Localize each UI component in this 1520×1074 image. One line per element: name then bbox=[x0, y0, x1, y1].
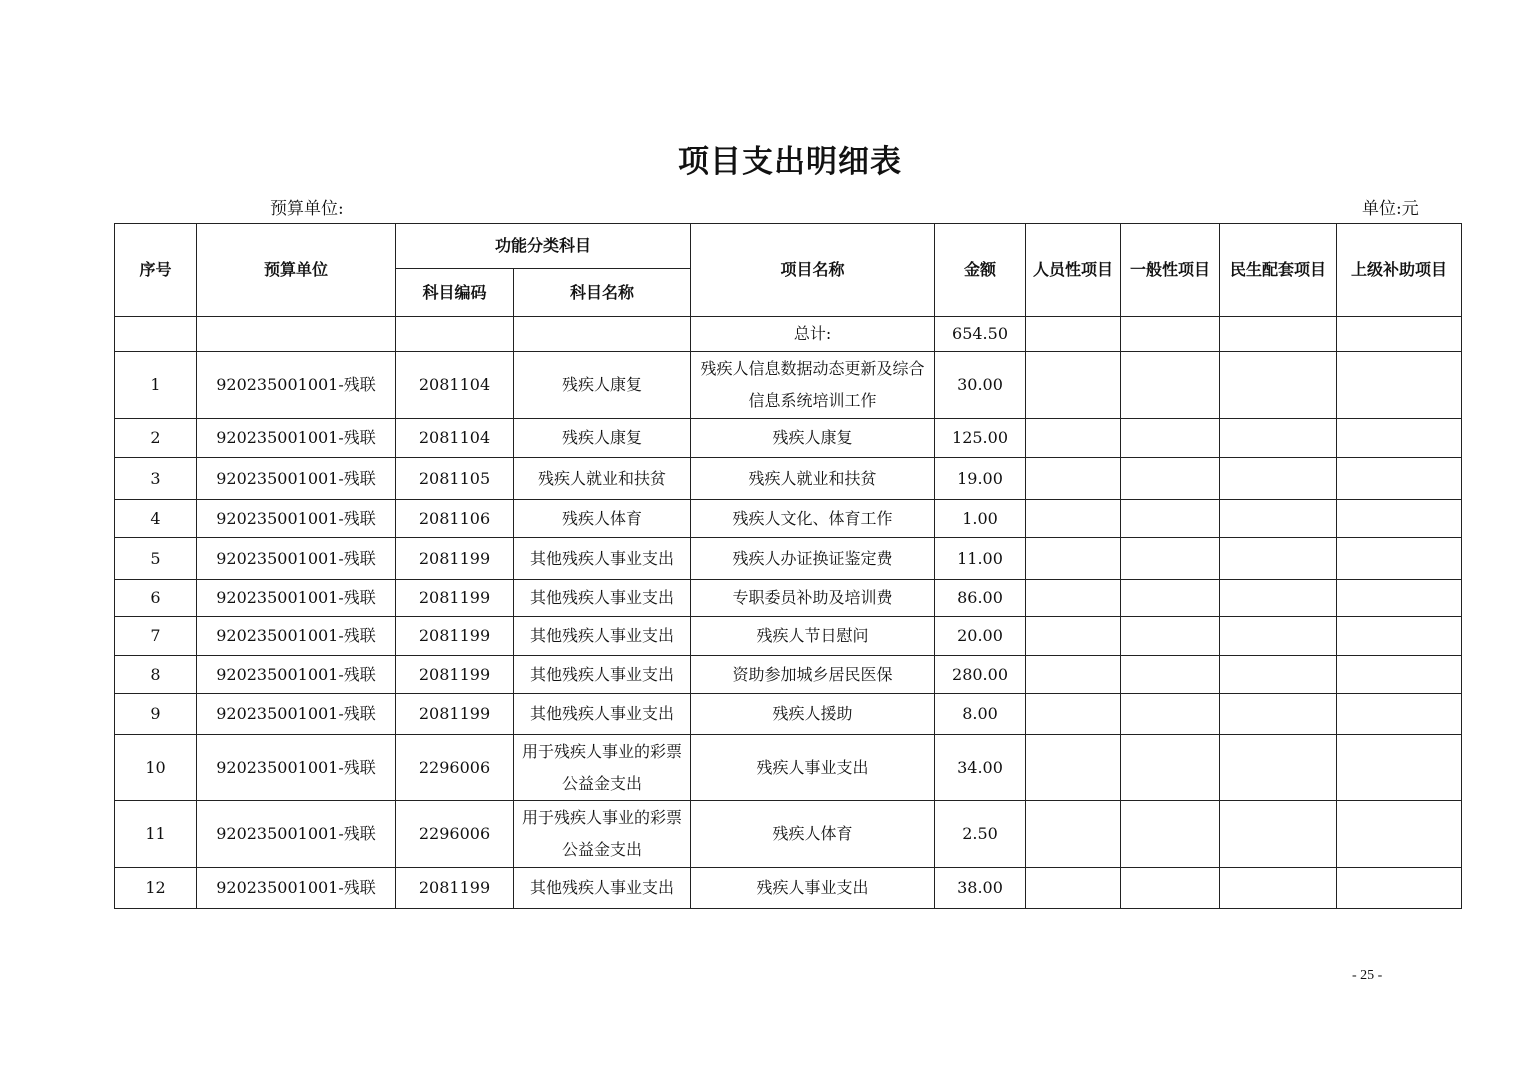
cell-code: 2081106 bbox=[396, 500, 514, 538]
table-row bbox=[115, 694, 1462, 735]
cell-seq: 12 bbox=[115, 868, 197, 909]
table-row bbox=[115, 458, 1462, 500]
table-row bbox=[115, 656, 1462, 694]
total-amount: 654.50 bbox=[935, 317, 1026, 352]
table-row bbox=[115, 735, 1462, 801]
cell-unit: 920235001001-残联 bbox=[197, 694, 396, 735]
cell-unit: 920235001001-残联 bbox=[197, 352, 396, 419]
cell-seq: 9 bbox=[115, 694, 197, 735]
cell-seq: 1 bbox=[115, 352, 197, 419]
cell-seq: 2 bbox=[115, 419, 197, 458]
table-row bbox=[115, 617, 1462, 656]
cell-unit: 920235001001-残联 bbox=[197, 580, 396, 617]
cell-seq: 10 bbox=[115, 735, 197, 801]
header-func-group: 功能分类科目 bbox=[396, 224, 691, 269]
cell-unit: 920235001001-残联 bbox=[197, 458, 396, 500]
total-row bbox=[115, 317, 1462, 352]
cell-project: 残疾人援助 bbox=[691, 694, 935, 735]
cell-project: 残疾人信息数据动态更新及综合信息系统培训工作 bbox=[691, 352, 935, 419]
cell-code: 2081199 bbox=[396, 538, 514, 580]
cell-unit: 920235001001-残联 bbox=[197, 656, 396, 694]
cell-project: 资助参加城乡居民医保 bbox=[691, 656, 935, 694]
header-amount: 金额 bbox=[935, 224, 1026, 317]
header-project: 项目名称 bbox=[691, 224, 935, 317]
cell-subject: 残疾人康复 bbox=[514, 419, 691, 458]
header-superior: 上级补助项目 bbox=[1337, 224, 1462, 317]
cell-amount: 30.00 bbox=[935, 352, 1026, 419]
cell-unit: 920235001001-残联 bbox=[197, 735, 396, 801]
cell-seq: 11 bbox=[115, 801, 197, 868]
cell-code: 2081104 bbox=[396, 352, 514, 419]
cell-amount: 38.00 bbox=[935, 868, 1026, 909]
page-number: - 25 - bbox=[1352, 968, 1383, 983]
header-code: 科目编码 bbox=[396, 269, 514, 317]
cell-amount: 11.00 bbox=[935, 538, 1026, 580]
cell-amount: 280.00 bbox=[935, 656, 1026, 694]
cell-subject: 其他残疾人事业支出 bbox=[514, 580, 691, 617]
cell-amount: 19.00 bbox=[935, 458, 1026, 500]
total-label: 总计: bbox=[691, 317, 935, 352]
cell-subject: 其他残疾人事业支出 bbox=[514, 694, 691, 735]
cell-project: 专职委员补助及培训费 bbox=[691, 580, 935, 617]
cell-unit: 920235001001-残联 bbox=[197, 538, 396, 580]
page-title: 项目支出明细表 bbox=[678, 144, 902, 180]
cell-code: 2296006 bbox=[396, 735, 514, 801]
table-row bbox=[115, 801, 1462, 868]
cell-unit: 920235001001-残联 bbox=[197, 801, 396, 868]
cell-project: 残疾人节日慰问 bbox=[691, 617, 935, 656]
cell-subject: 残疾人就业和扶贫 bbox=[514, 458, 691, 500]
cell-project: 残疾人事业支出 bbox=[691, 868, 935, 909]
cell-project: 残疾人体育 bbox=[691, 801, 935, 868]
cell-unit: 920235001001-残联 bbox=[197, 419, 396, 458]
cell-seq: 4 bbox=[115, 500, 197, 538]
header-livelihood: 民生配套项目 bbox=[1220, 224, 1337, 317]
header-seq: 序号 bbox=[115, 224, 197, 317]
cell-project: 残疾人办证换证鉴定费 bbox=[691, 538, 935, 580]
table-row bbox=[115, 352, 1462, 419]
cell-unit: 920235001001-残联 bbox=[197, 500, 396, 538]
cell-seq: 3 bbox=[115, 458, 197, 500]
expense-table bbox=[114, 223, 1462, 909]
header-subject: 科目名称 bbox=[514, 269, 691, 317]
cell-seq: 8 bbox=[115, 656, 197, 694]
cell-project: 残疾人康复 bbox=[691, 419, 935, 458]
cell-subject: 其他残疾人事业支出 bbox=[514, 656, 691, 694]
cell-seq: 6 bbox=[115, 580, 197, 617]
cell-amount: 125.00 bbox=[935, 419, 1026, 458]
cell-seq: 5 bbox=[115, 538, 197, 580]
budget-unit-label: 预算单位: bbox=[270, 199, 344, 219]
cell-project: 残疾人就业和扶贫 bbox=[691, 458, 935, 500]
cell-subject: 其他残疾人事业支出 bbox=[514, 868, 691, 909]
cell-subject: 用于残疾人事业的彩票公益金支出 bbox=[514, 801, 691, 868]
cell-subject: 其他残疾人事业支出 bbox=[514, 538, 691, 580]
cell-seq: 7 bbox=[115, 617, 197, 656]
header-general: 一般性项目 bbox=[1121, 224, 1220, 317]
cell-amount: 2.50 bbox=[935, 801, 1026, 868]
cell-code: 2081199 bbox=[396, 617, 514, 656]
header-personnel: 人员性项目 bbox=[1026, 224, 1121, 317]
cell-unit: 920235001001-残联 bbox=[197, 617, 396, 656]
cell-code: 2081199 bbox=[396, 580, 514, 617]
table-row bbox=[115, 580, 1462, 617]
cell-subject: 用于残疾人事业的彩票公益金支出 bbox=[514, 735, 691, 801]
cell-code: 2081105 bbox=[396, 458, 514, 500]
cell-subject: 残疾人康复 bbox=[514, 352, 691, 419]
table-row bbox=[115, 419, 1462, 458]
table-row bbox=[115, 538, 1462, 580]
cell-amount: 20.00 bbox=[935, 617, 1026, 656]
cell-amount: 1.00 bbox=[935, 500, 1026, 538]
cell-amount: 8.00 bbox=[935, 694, 1026, 735]
cell-subject: 其他残疾人事业支出 bbox=[514, 617, 691, 656]
cell-subject: 残疾人体育 bbox=[514, 500, 691, 538]
unit-label: 单位:元 bbox=[1362, 199, 1419, 219]
cell-code: 2081104 bbox=[396, 419, 514, 458]
table-row bbox=[115, 868, 1462, 909]
cell-project: 残疾人事业支出 bbox=[691, 735, 935, 801]
table-row bbox=[115, 500, 1462, 538]
cell-amount: 86.00 bbox=[935, 580, 1026, 617]
cell-code: 2296006 bbox=[396, 801, 514, 868]
cell-code: 2081199 bbox=[396, 868, 514, 909]
cell-unit: 920235001001-残联 bbox=[197, 868, 396, 909]
header-unit: 预算单位 bbox=[197, 224, 396, 317]
cell-code: 2081199 bbox=[396, 694, 514, 735]
cell-project: 残疾人文化、体育工作 bbox=[691, 500, 935, 538]
cell-code: 2081199 bbox=[396, 656, 514, 694]
cell-amount: 34.00 bbox=[935, 735, 1026, 801]
